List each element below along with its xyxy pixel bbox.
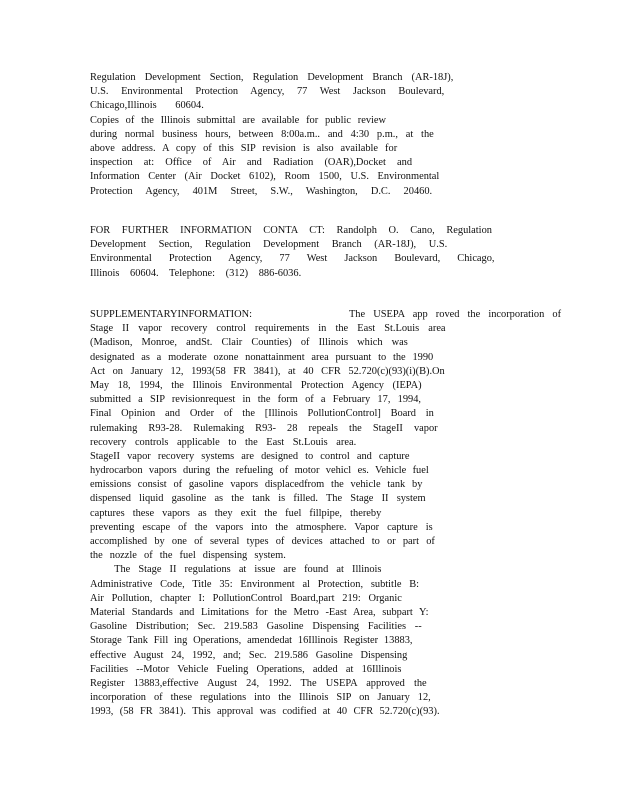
supplementary-information-paragraph: [90, 308, 562, 719]
text-line: Storage Tank Fill ing Operations, amendedat 16Illinois Register 13883,: [90, 635, 413, 647]
text-line: Development Section, Regulation Development Branch (AR-18J), U.S.: [90, 239, 448, 251]
text-line: Copies of the Illinois submittal are available for public review: [90, 114, 387, 126]
text-line: FOR FURTHER INFORMATION CONTA CT: Randolph O. Cano, Regulation: [90, 225, 492, 236]
text-line: captures these vapors as they exit the fuel fillpipe, thereby: [90, 507, 382, 519]
text-line: Material Standards and Limitations for the Metro -East Area, subpart Y:: [90, 606, 429, 618]
text-line: Environmental Protection Agency, 77 West Jackson Boulevard, Chicago,: [90, 253, 495, 265]
text-line: designated as a moderate ozone nonattainment area pursuant to the 1990: [90, 351, 434, 363]
text-line: Administrative Code, Title 35: Environment al Protection, subtitle B:: [90, 578, 420, 590]
text-line: inspection at: Office of Air and Radiation (OAR),Docket and: [90, 157, 413, 169]
text-line: Final Opinion and Order of the [Illinois PollutionControl] Board in: [90, 408, 434, 420]
text-line: incorporation of these regulations into the Illinois SIP on January 12,: [90, 692, 431, 704]
text-line: during normal business hours, between 8:00a.m.. and 4:30 p.m., at the: [90, 128, 434, 140]
text-line: (Madison, Monroe, andSt. Clair Counties) of Illinois which was: [90, 337, 408, 349]
text-line: accomplished by one of several types of devices attached to or part of: [90, 536, 435, 547]
text-line: U.S. Environmental Protection Agency, 77 West Jackson Boulevard,: [90, 86, 445, 98]
text-line: above address. A copy of this SIP revision is also available for: [90, 142, 398, 154]
text-line: effective August 24, 1992, and; Sec. 219.586 Gasoline Dispensing: [90, 649, 408, 661]
further-information-paragraph: [90, 224, 510, 281]
text-line: submitted a SIP revisionrequest in the form of a February 17, 1994,: [90, 394, 421, 406]
text-line: Facilities --Motor Vehicle Fueling Operations, added at 16Illinois: [90, 663, 402, 675]
text-line: Register 13883,effective August 24, 1992. The USEPA approved the: [90, 677, 427, 689]
text-line: The Stage II regulations at issue are found at Illinois: [90, 564, 382, 576]
text-line: rulemaking R93-28. Rulemaking R93- 28 repeals the StageII vapor: [90, 422, 438, 434]
text-line: Stage II vapor recovery control requirements in the East St.Louis area: [90, 323, 446, 335]
text-line: emissions consist of gasoline vapors displacedfrom the vehicle tank by: [90, 479, 423, 491]
text-line: May 18, 1994, the Illinois Environmental Protection Agency (IEPA): [90, 379, 422, 391]
text-line: 1993, (58 FR 3841). This approval was codified at 40 CFR 52.720(c)(93).: [90, 706, 440, 718]
addresses-paragraph: [90, 71, 510, 199]
text-line: Illinois 60604. Telephone: (312) 886-6036.: [90, 267, 302, 279]
text-line: recovery controls applicable to the East St.Louis area.: [90, 436, 357, 448]
text-line: Gasoline Distribution; Sec. 219.583 Gasoline Dispensing Facilities --: [90, 621, 422, 633]
text-line: dispensed liquid gasoline as the tank is filled. The Stage II system: [90, 493, 426, 505]
text-line: preventing escape of the vapors into the atmosphere. Vapor capture is: [90, 521, 433, 533]
text-line: Act on January 12, 1993(58 FR 3841), at 40 CFR 52.720(c)(93)(i)(B).On: [90, 365, 445, 377]
text-line: hydrocarbon vapors during the refueling of motor vehicl es. Vehicle fuel: [90, 465, 429, 477]
text-line: Chicago,Illinois 60604.: [90, 100, 204, 112]
text-line: SUPPLEMENTARYINFORMATION: The USEPA app roved the incorporation of: [90, 309, 562, 320]
text-line: Information Center (Air Docket 6102), Room 1500, U.S. Environmental: [90, 171, 440, 183]
text-line: Air Pollution, chapter I: PollutionControl Board,part 219: Organic: [90, 592, 402, 604]
text-line: StageII vapor recovery systems are designed to control and capture: [90, 450, 410, 462]
text-line: Regulation Development Section, Regulation Development Branch (AR-18J),: [90, 72, 454, 83]
text-line: Protection Agency, 401M Street, S.W., Washington, D.C. 20460.: [90, 185, 433, 197]
text-line: the nozzle of the fuel dispensing system.: [90, 550, 286, 562]
